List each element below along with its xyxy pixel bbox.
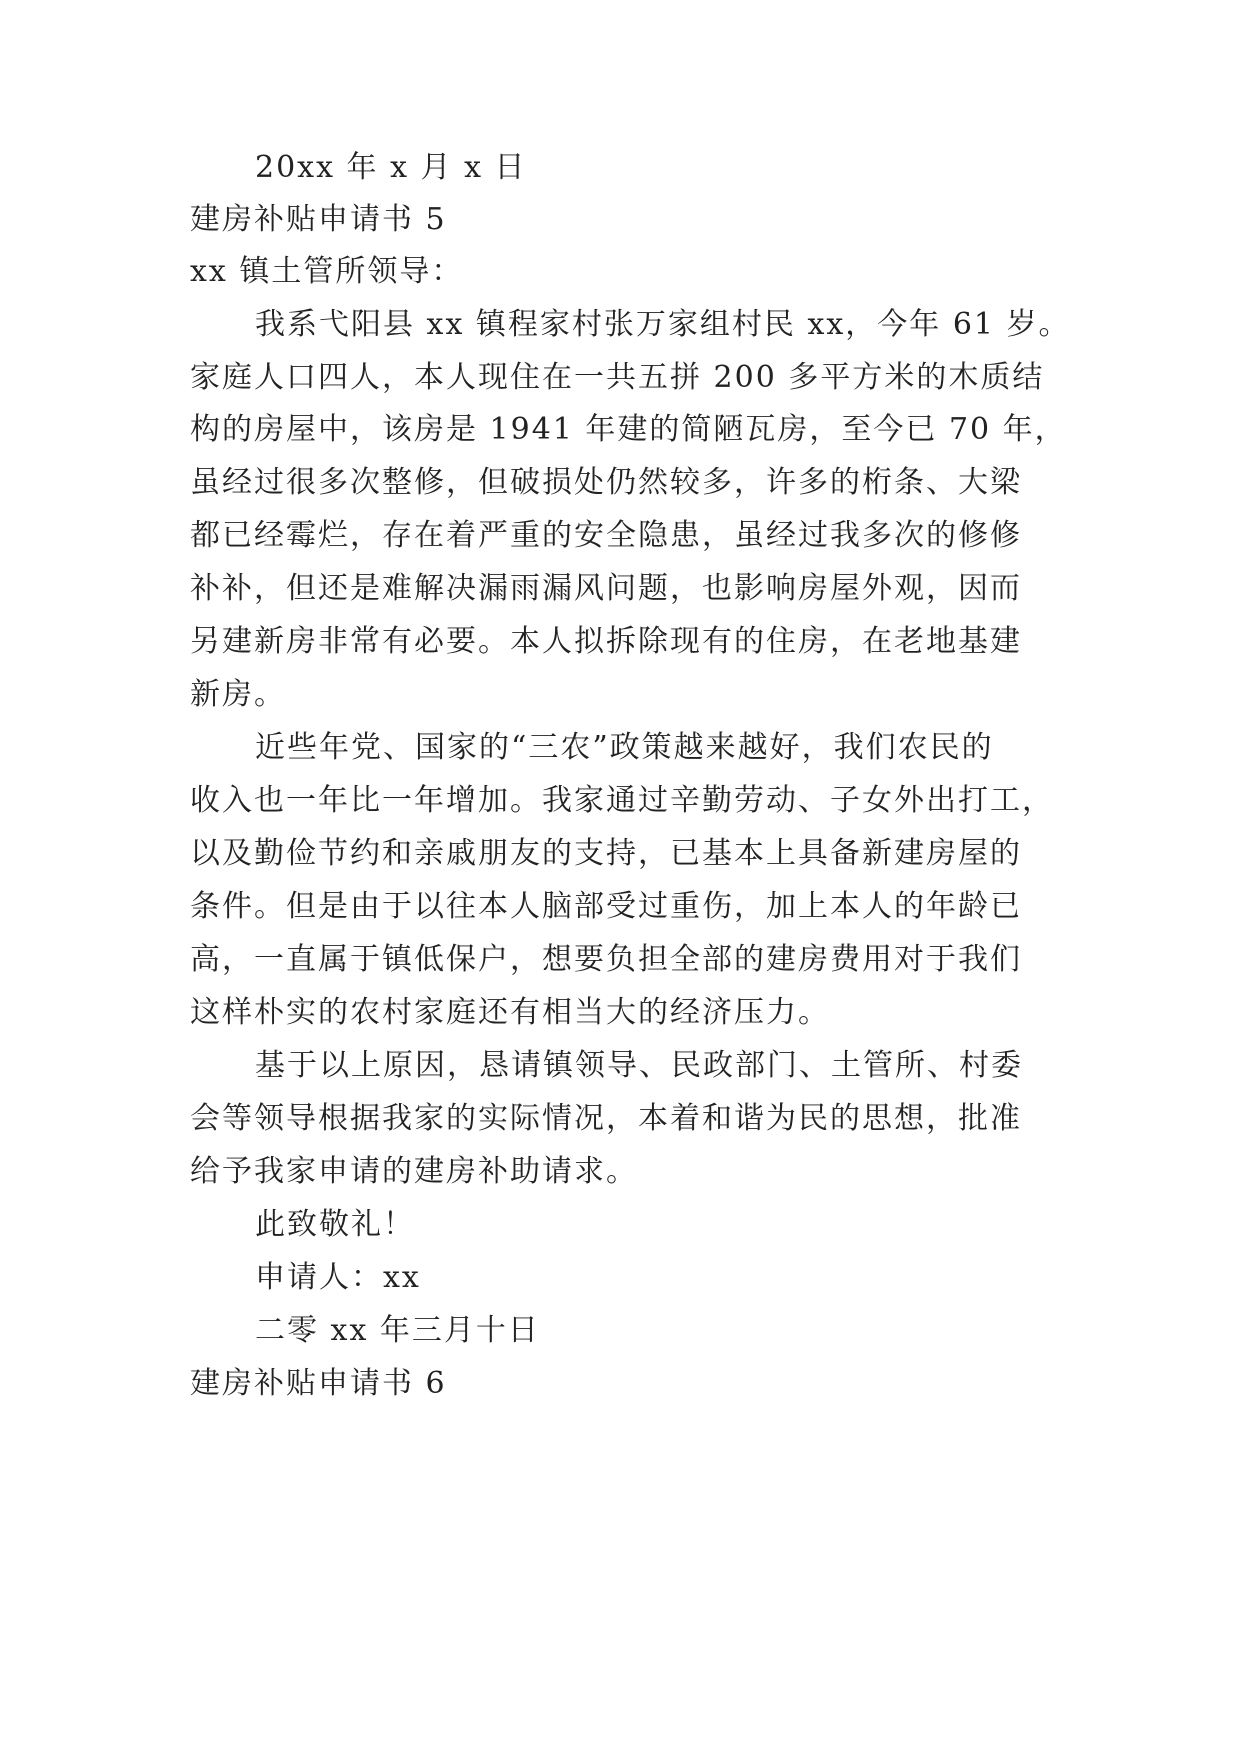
paragraph-3-line: 基于以上原因，恳请镇领导、民政部门、土管所、村委 <box>255 1048 1023 1083</box>
paragraph-1-line: 新房。 <box>190 677 286 712</box>
paragraph-1-line: 另建新房非常有必要。本人拟拆除现有的住房，在老地基建 <box>190 624 1022 659</box>
applicant-line: 申请人：xx <box>255 1260 421 1295</box>
paragraph-3-line: 给予我家申请的建房补助请求。 <box>190 1154 638 1189</box>
paragraph-1-line: 虽经过很多次整修，但破损处仍然较多，许多的桁条、大梁 <box>190 465 1022 500</box>
paragraph-2-line: 近些年党、国家的“三农”政策越来越好，我们农民的 <box>255 730 994 765</box>
paragraph-2-line: 收入也一年比一年增加。我家通过辛勤劳动、子女外出打工， <box>190 783 1054 818</box>
paragraph-1-line: 我系弋阳县 xx 镇程家村张万家组村民 xx，今年 61 岁。 <box>255 307 1071 342</box>
paragraph-1-line: 都已经霉烂，存在着严重的安全隐患，虽经过我多次的修修 <box>190 518 1022 553</box>
paragraph-3-line: 会等领导根据我家的实际情况，本着和谐为民的思想，批准 <box>190 1101 1022 1136</box>
paragraph-1-line: 家庭人口四人，本人现住在一共五拼 200 多平方米的木质结 <box>190 360 1045 395</box>
date-line: 20xx 年 x 月 x 日 <box>255 150 527 185</box>
closing-line: 此致敬礼！ <box>255 1207 415 1242</box>
paragraph-1-line: 补补，但还是难解决漏雨漏风问题，也影响房屋外观，因而 <box>190 571 1022 606</box>
salutation: xx 镇土管所领导： <box>190 254 464 289</box>
signature-date: 二零 xx 年三月十日 <box>255 1313 540 1348</box>
paragraph-1-line: 构的房屋中，该房是 1941 年建的简陋瓦房，至今已 70 年， <box>190 412 1067 447</box>
paragraph-2-line: 高，一直属于镇低保户，想要负担全部的建房费用对于我们 <box>190 942 1022 977</box>
section-heading-6: 建房补贴申请书 6 <box>190 1366 447 1401</box>
paragraph-2-line: 条件。但是由于以往本人脑部受过重伤，加上本人的年龄已 <box>190 889 1022 924</box>
section-heading-5: 建房补贴申请书 5 <box>190 202 447 237</box>
paragraph-2-line: 这样朴实的农村家庭还有相当大的经济压力。 <box>190 995 830 1030</box>
paragraph-2-line: 以及勤俭节约和亲戚朋友的支持，已基本上具备新建房屋的 <box>190 836 1022 871</box>
